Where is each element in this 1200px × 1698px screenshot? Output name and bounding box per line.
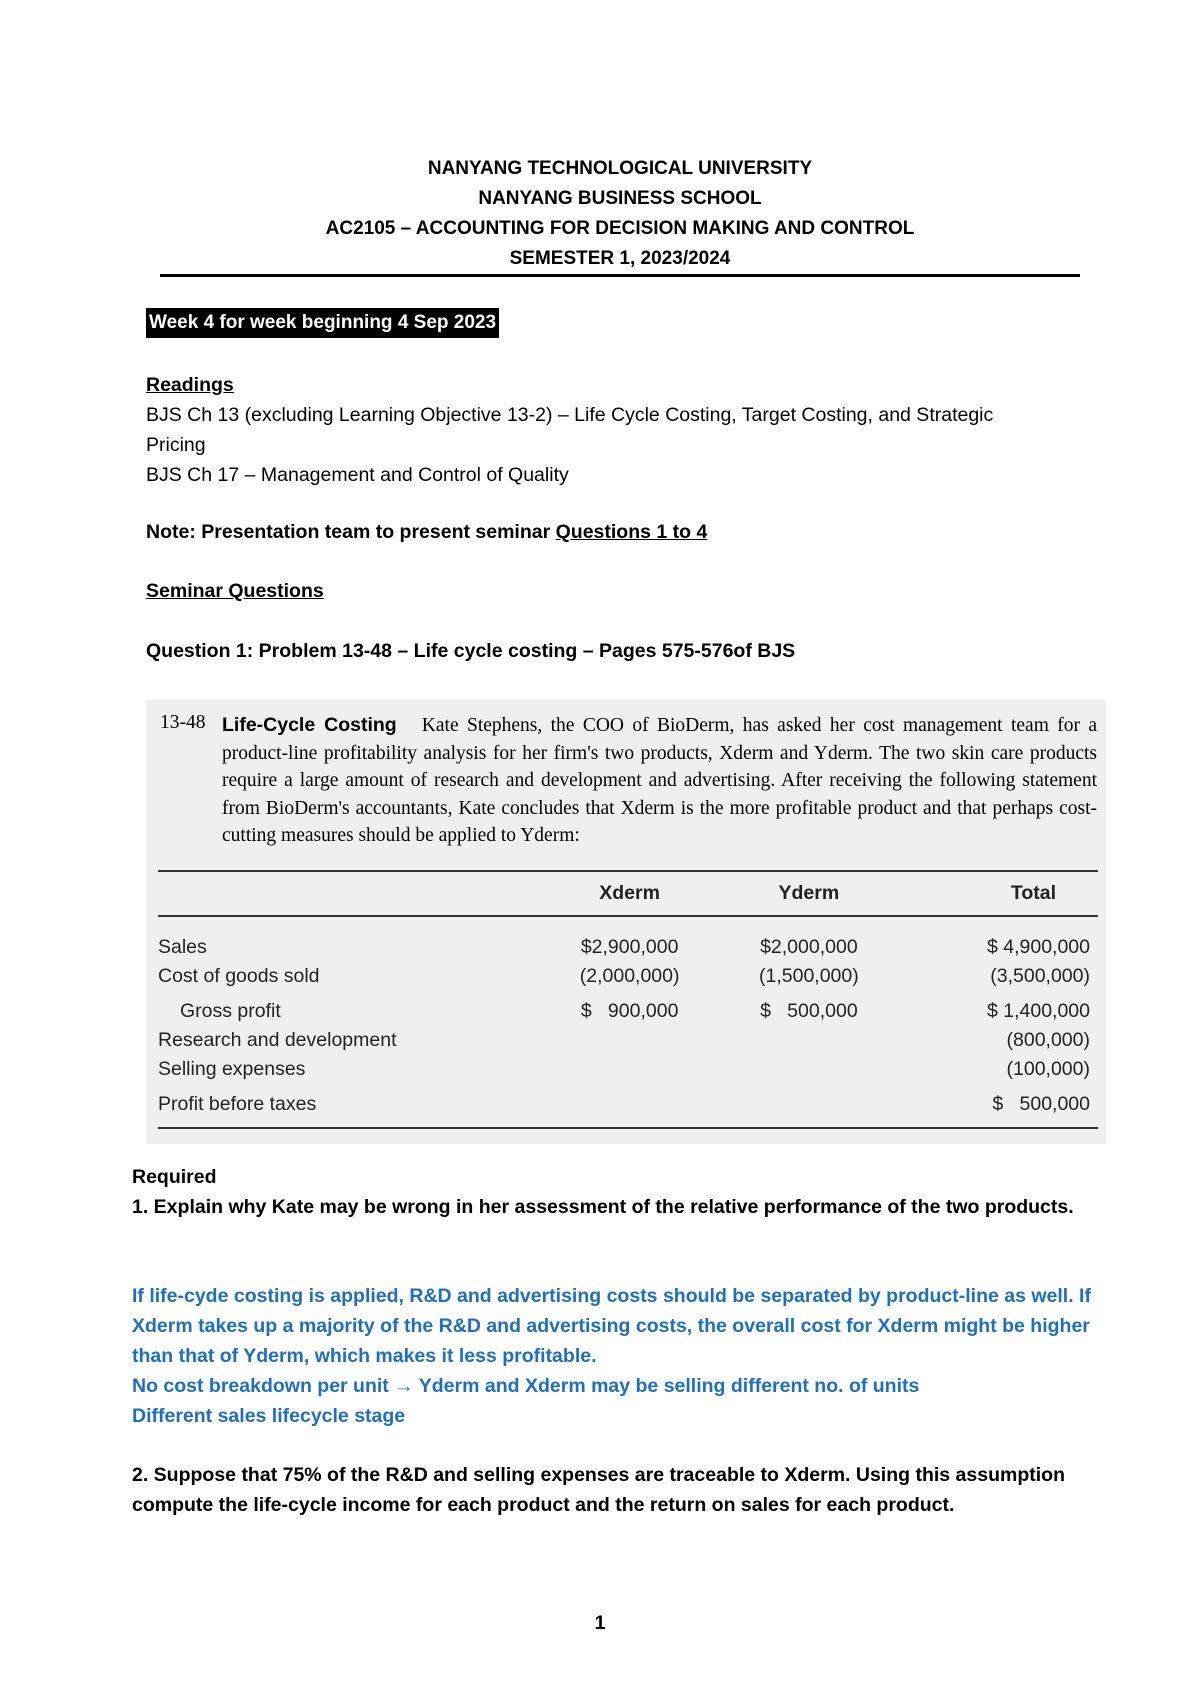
problem-body: Kate Stephens, the COO of BioDerm, has asked her cost management team for a product-line profitability analysis for her firm's two products, Xderm and Yderm. The two skin care products require a large amount of research and development and advertising. After receiving the following statement from BioDerm's accountants, Kate concludes that Xderm is the more profitable product and that perhaps cost-cutting measures should be applied to Yderm: <box>222 715 1097 846</box>
required-section <box>132 1162 1092 1222</box>
reading-item: BJS Ch 17 – Management and Control of Quality <box>146 464 569 486</box>
problem-title: Life-Cycle Costing <box>222 714 397 736</box>
answer-line: Different sales lifecycle stage <box>132 1405 406 1427</box>
column-header: Xderm <box>540 871 719 916</box>
answer-block <box>132 1281 1092 1431</box>
table-row: Gross profit $ 900,000 $ 500,000 $ 1,400,000 <box>180 1000 1090 1022</box>
required-question-2: 2. Suppose that 75% of the R&D and selling expenses are traceable to Xderm. Using this assumption compute the life-cycle income for each product and the return on sales for each product. <box>132 1464 1065 1516</box>
table-row: Research and development (800,000) <box>158 1029 1090 1051</box>
answer-paragraph: If life-cyde costing is applied, R&D and advertising costs should be separated by product-line as well. If Xderm takes up a majority of the R&D and advertising costs, the overall cost for Xderm might be higher than that of Yderm, which makes it less profitable. <box>132 1285 1091 1367</box>
problem-text <box>222 712 1097 850</box>
semester: SEMESTER 1, 2023/2024 <box>509 248 731 269</box>
table-header-row <box>158 871 1098 916</box>
note-text: Note: Presentation team to present seminar <box>146 521 556 543</box>
problem-number: 13-48 <box>160 712 206 733</box>
table-row: Profit before taxes $ 500,000 <box>158 1084 1098 1128</box>
university-name: NANYANG TECHNOLOGICAL UNIVERSITY <box>427 158 813 179</box>
school-name: NANYANG BUSINESS SCHOOL <box>478 188 762 209</box>
seminar-heading: Seminar Questions <box>146 580 324 602</box>
presentation-note <box>146 517 1046 547</box>
week-label: Week 4 for week beginning 4 Sep 2023 <box>146 308 499 338</box>
column-header: Yderm <box>719 871 898 916</box>
required-question-1: 1. Explain why Kate may be wrong in her assessment of the relative performance of the two products. <box>132 1196 1074 1218</box>
readings-heading: Readings <box>146 374 234 396</box>
required-heading: Required <box>132 1166 217 1188</box>
question-1-title: Question 1: Problem 13-48 – Life cycle costing – Pages 575-576of BJS <box>146 640 796 662</box>
page-number: 1 <box>594 1612 606 1634</box>
arrow-icon: → <box>394 1375 414 1397</box>
answer-line: No cost breakdown per unit → Yderm and Xderm may be selling different no. of units <box>132 1375 920 1397</box>
course-title: AC2105 – ACCOUNTING FOR DECISION MAKING AND CONTROL <box>325 218 915 239</box>
document-header <box>160 154 1080 274</box>
table-row: Sales $2,900,000 $2,000,000 $ 4,900,000 <box>158 936 1090 958</box>
table-row: Cost of goods sold (2,000,000) (1,500,000) (3,500,000) <box>158 965 1090 987</box>
income-statement-table <box>158 870 1098 1129</box>
reading-item: BJS Ch 13 (excluding Learning Objective 13-2) – Life Cycle Costing, Target Costing, and Strategic Pricing <box>146 404 994 456</box>
table-row: Selling expenses (100,000) <box>158 1058 1090 1080</box>
header-divider <box>160 274 1080 277</box>
note-questions: Questions 1 to 4 <box>555 521 708 543</box>
textbook-excerpt <box>146 700 1106 1144</box>
readings-section <box>146 370 1046 490</box>
column-header: Total <box>899 871 1099 916</box>
